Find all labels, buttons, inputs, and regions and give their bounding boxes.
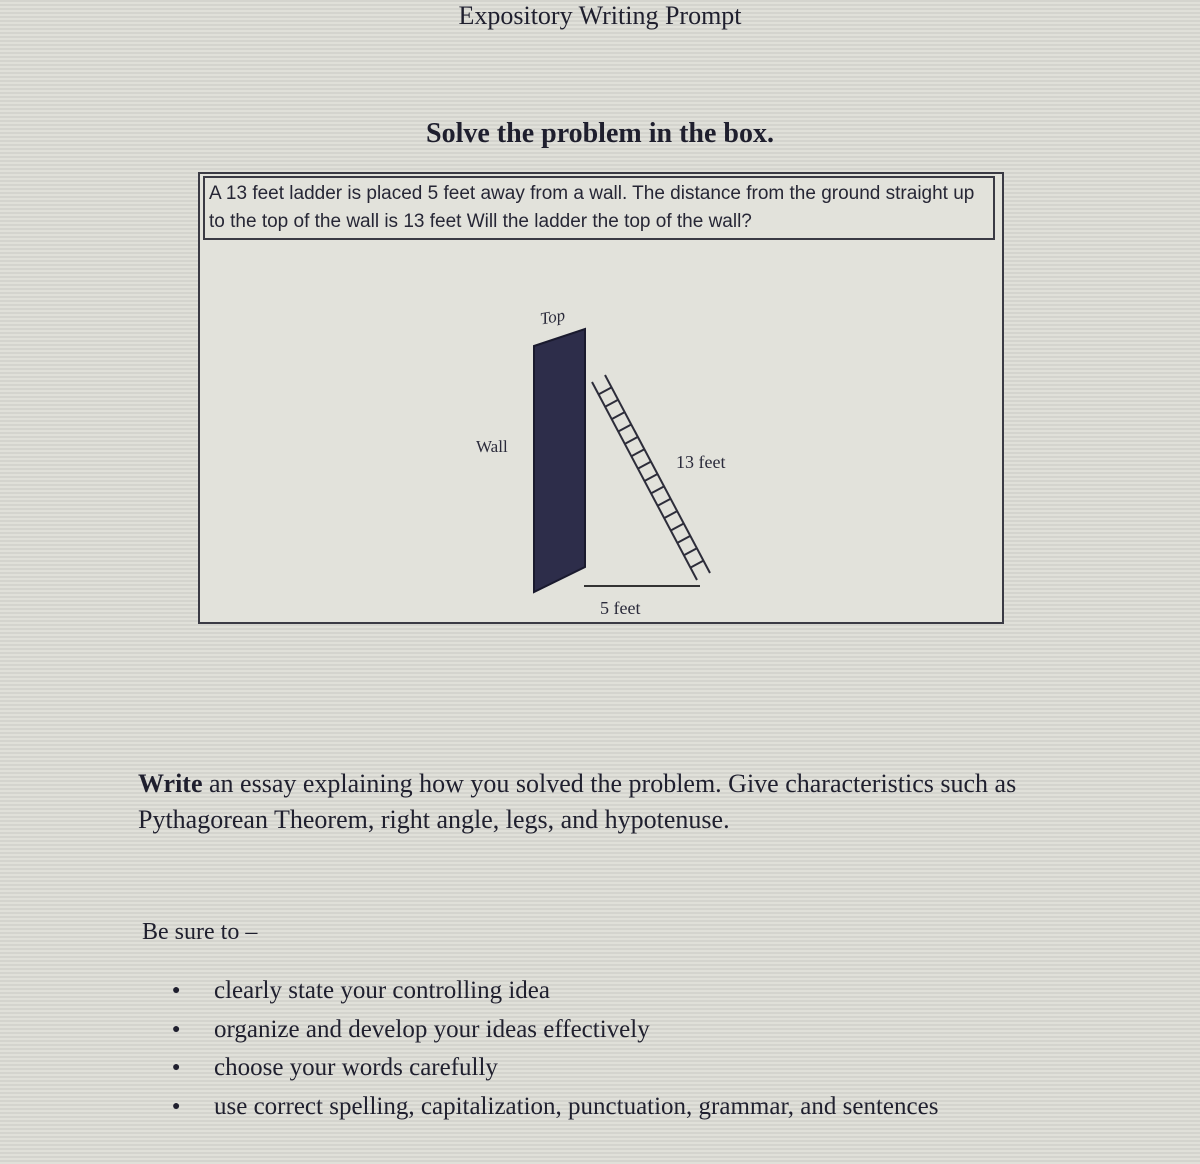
ladder-rung	[658, 499, 671, 506]
ladder-length-label: 13 feet	[676, 452, 726, 472]
ladder-rung	[677, 536, 690, 543]
essay-prompt	[138, 766, 1068, 838]
ladder-rung	[599, 387, 612, 394]
ladder-rung	[645, 474, 658, 481]
list-item: ● organize and develop your ideas effectively	[170, 1011, 938, 1050]
ladder-rung	[638, 462, 651, 469]
checklist	[170, 972, 938, 1126]
wall-label: Wall	[476, 437, 508, 456]
page-title: Expository Writing Prompt	[458, 1, 742, 30]
essay-prompt-lead: Write	[138, 769, 203, 798]
essay-prompt-text: an essay explaining how you solved the problem. Give characteristics such as Pythagorean Theorem, right angle, legs, and hypotenuse.	[138, 769, 1017, 834]
problem-text: A 13 feet ladder is placed 5 feet away from a wall. The distance from the ground straight up to the top of the wall is 13 feet Will the ladder the top of the wall?	[203, 176, 995, 240]
ladder-rung	[671, 524, 684, 531]
ladder-diagram	[200, 174, 1006, 626]
list-item: ● use correct spelling, capitalization, punctuation, grammar, and sentences	[170, 1088, 938, 1127]
list-item: ● clearly state your controlling idea	[170, 972, 938, 1011]
ladder-rung	[605, 400, 618, 407]
problem-box	[198, 172, 1004, 624]
ladder-rung	[625, 437, 638, 444]
wall-shape	[534, 329, 585, 592]
ladder-rung	[631, 449, 644, 456]
ladder-rung	[612, 412, 625, 419]
ladder-rung	[618, 425, 631, 432]
ground-distance-label: 5 feet	[600, 598, 641, 618]
instruction-heading: Solve the problem in the box.	[426, 118, 774, 149]
top-label: Top	[538, 305, 567, 329]
ladder-rung	[651, 486, 664, 493]
ladder-rung	[684, 548, 697, 555]
checklist-heading: Be sure to –	[142, 919, 258, 945]
ladder-icon	[592, 375, 710, 580]
ladder-rung	[664, 511, 677, 518]
ladder-rung	[690, 561, 703, 568]
list-item: ● choose your words carefully	[170, 1049, 938, 1088]
